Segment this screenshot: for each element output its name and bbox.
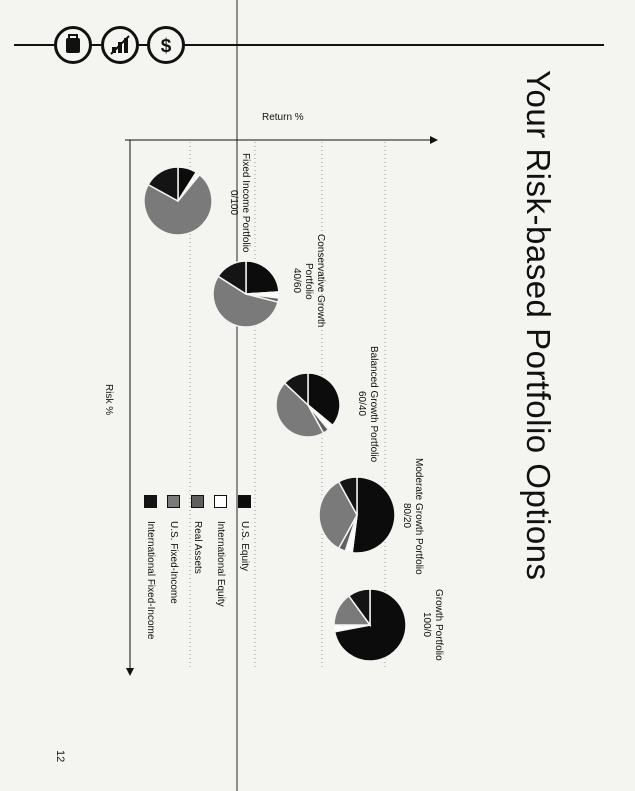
pie-conservative-growth-slice bbox=[246, 261, 279, 294]
portfolio-allocation: 80/20 bbox=[401, 503, 412, 529]
legend-label: U.S. Fixed-Income bbox=[168, 521, 179, 604]
svg-text:$: $ bbox=[160, 36, 172, 57]
portfolio-name: Moderate Growth Portfolio bbox=[413, 457, 424, 575]
x-axis-arrow bbox=[430, 136, 438, 144]
pie-fixed-income-label bbox=[227, 148, 251, 258]
page-number: 12 bbox=[54, 750, 66, 763]
legend-label: Real Assets bbox=[192, 521, 203, 574]
portfolio-name: Fixed Income Portfolio bbox=[240, 153, 251, 253]
legend-label: U.S. Equity bbox=[239, 521, 250, 572]
page-title: Your Risk-based Portfolio Options bbox=[520, 70, 557, 581]
portfolio-name: Conservative Growth Portfolio bbox=[303, 234, 326, 328]
legend-swatch bbox=[238, 495, 251, 508]
legend-swatch bbox=[191, 495, 204, 508]
portfolio-name: Balanced Growth Portfolio bbox=[368, 345, 379, 463]
portfolio-allocation: 100/0 bbox=[421, 612, 432, 638]
legend-swatch bbox=[144, 495, 157, 508]
pie-growth-label bbox=[420, 585, 444, 665]
pie-moderate-growth-slice bbox=[352, 477, 395, 553]
portfolio-allocation: 0/100 bbox=[228, 190, 239, 216]
legend-label: International Fixed-Income bbox=[145, 521, 156, 640]
portfolio-name: Growth Portfolio bbox=[433, 589, 444, 661]
portfolio-allocation: 60/40 bbox=[356, 391, 367, 417]
portfolio-allocation: 40/60 bbox=[291, 268, 302, 294]
legend-label: International Equity bbox=[215, 521, 226, 607]
y-axis-arrow bbox=[126, 668, 134, 676]
legend-swatch bbox=[214, 495, 227, 508]
pie-moderate-growth-label bbox=[400, 452, 424, 580]
legend-swatch bbox=[167, 495, 180, 508]
pie-conservative-growth-label bbox=[290, 222, 326, 340]
pie-balanced-growth-label bbox=[355, 345, 379, 463]
x-axis-label: Return % bbox=[262, 112, 304, 123]
y-axis-label: Risk % bbox=[103, 384, 114, 416]
